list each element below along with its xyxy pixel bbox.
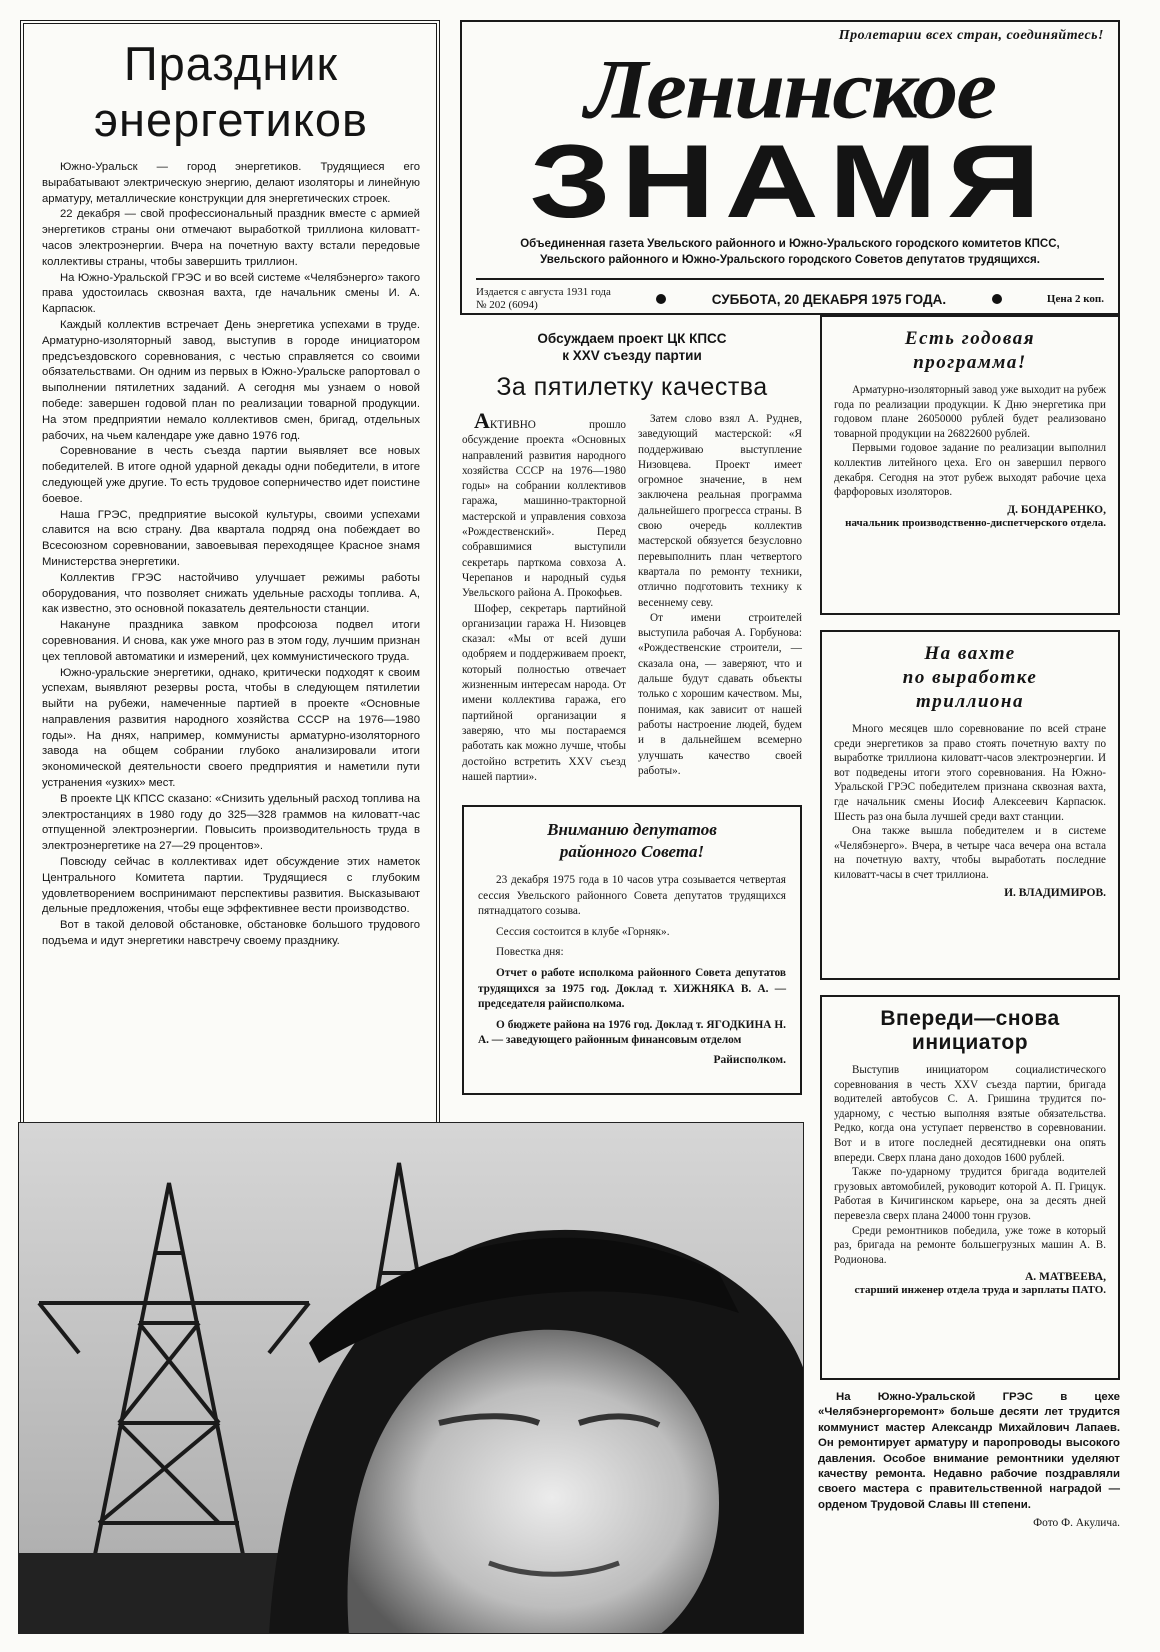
masthead-slogan: Пролетарии всех стран, соединяйтесь!: [838, 28, 1104, 43]
article-initiator: [820, 995, 1120, 1380]
article-paragraph: Повсюду сейчас в коллективах идет обсуждение этих наметок Центрального Комитета партии. Трудящиеся с глубоким удовлетворением воспринимают перспективы развития. Высказывают дельные предложения, чтобы еще эффективнее вести производство.: [42, 856, 420, 916]
newspaper-name-line1: Ленинское: [584, 42, 996, 136]
article-paragraph: 22 декабря — свой профессиональный праздник вместе с армией энергетиков страны они отмечают выработкой триллиона киловатт-часов электроэнергии. Вчера на почетную вахту встали передовые коллективы страны, чтобы завершить триллион.: [42, 208, 420, 268]
article-annual-plan: [820, 315, 1120, 615]
article-title: Впереди—снова инициатор: [880, 1007, 1060, 1054]
article-text: Выступив инициатором социалистического соревнования в честь XXV съезда партии, бригада водителей автобусов С. А. Гришина трудится по-ударному, с честью выполняя взятые обязательства. Редко, когда она уступает первенство в соревновании. Вот и в итоге последней десятидневки она опять впереди. Сверх плана дано доходов 1600 рублей.: [834, 1064, 1106, 1164]
article-text: Также по-ударному трудится бригада водителей грузовых автомобилей, руководит которой А. П. Грицук. Работая в Кичигинском карьере, она за десять дней перевезла сверх плана 24000 тонн грузов.: [834, 1166, 1106, 1222]
issue-number: Издается с августа 1931 года № 202 (6094): [476, 286, 611, 311]
article-paragraph: Каждый коллектив встречает День энергетика успехами в труде. Арматурно-изоляторный завод, выступив в городе инициатором предсъездовского соревнования, с честью справляется со своими обязательствами. Он одним из первых в Южно-Уральске рапортовал о выполнении пятилетних заданий. А сегодня мы узнаем о новой победе: завершен годовой план по реализации товарной продукции. На этом предприятии немало коллективов смен, бригад, отдельных рабочих, на чьем календаре уже давно 1976 год.: [42, 318, 420, 442]
author-name: Д. БОНДАРЕНКО,: [1007, 503, 1106, 516]
notice-title: Вниманию депутатов районного Совета!: [547, 820, 717, 861]
author-name: И. ВЛАДИМИРОВ.: [1004, 886, 1106, 899]
article-text: Много месяцев шло соревнование по всей стране среди энергетиков за право стоять почетную вахту по выработке триллиона киловатт-часов электроэнергии. И вот подведены итоги этого соревнования. На Южно-Уральской ГРЭС победителем признана сквозная вахта, где начальник смены Иосиф Алексеевич Карпасюк. Шесть раз она была лучшей среди вахт станции.: [834, 723, 1106, 823]
article-text: Среди ремонтников победила, уже тоже в который раз, бригада на ремонте большегрузных машин А. В. Родионова.: [834, 1224, 1106, 1266]
worker-photo: [18, 1122, 804, 1634]
article-paragraph: На Южно-Уральской ГРЭС и во всей системе «Челябэнерго» такого права удостоилась сквозная вахта, где начальник смены И. А. Карпасюк.: [42, 271, 420, 316]
article-paragraph: Наша ГРЭС, предприятие высокой культуры, своими успехами славится на всю страну. Два квартала подряд она побеждает во Всесоюзном соревновании, завоевывая переходящее Красное знамя Министерства энергетики.: [42, 508, 420, 568]
article-trillion-watch: [820, 630, 1120, 980]
notice-text: Повестка дня:: [496, 946, 564, 959]
article-paragraph: Южно-Уральск — город энергетиков. Трудящиеся его вырабатывают электрическую энергию, делают изоляторы и линейную арматуру, металлические конструкции для энергетических строек.: [42, 161, 420, 205]
article-paragraph: Вот в такой деловой обстановке, обстановке большого трудового подъема и идут энергетики навстречу своему празднику.: [42, 919, 420, 948]
issue-date: СУББОТА, 20 ДЕКАБРЯ 1975 ГОДА.: [711, 291, 947, 307]
author-name: А. МАТВЕЕВА,: [1024, 1271, 1106, 1284]
article-column: [462, 408, 626, 785]
issue-price: Цена 2 коп.: [1046, 292, 1104, 305]
photo-caption: [818, 1390, 1120, 1635]
article-title: На вахте по выработке триллиона: [902, 643, 1038, 712]
article-kicker: Обсуждаем проект ЦК КПСС к XXV съезду партии: [537, 331, 727, 363]
article-paragraph: Южно-уральские энергетики, однако, критически подходят к своим успехам, выявляют резервы роста, чтобы в следующем пятилетии выйти на рубежи, намеченные партией в проекте «Основные направления развития народного хозяйства СССР на 1976—1980 годы». На днях, например, коммунисты арматурно-изоляторного завода на общем собрании глубоко анализировали итоги экономической деятельности своего предприятия и наметили пути устранения «узких» мест.: [42, 666, 420, 790]
article-paragraph: Шофер, секретарь партийной организации гаража Н. Низовцев сказал: «Мы от всей души одобряем и поддерживаем проект, который полностью отвечает жизненным интересам народа. От имени коллектива гаража, его партийной организации я заверяю, что мы постараемся работать как можно лучше, чтобы достойно встретить XXV съезд нашей партии».: [462, 602, 626, 783]
notice-signature: Райисполком.: [713, 1053, 786, 1066]
article-paragraph: В проекте ЦК КПСС сказано: «Снизить удельный расход топлива на электростанциях в 1980 году до 325—328 граммов на киловатт-час отпущенной электроэнергии. Повысить производительность труда в электроэнергетике на 27—29 процентов».: [42, 792, 420, 853]
article-column: [638, 412, 802, 785]
bullet-icon: [656, 294, 666, 304]
article-paragraph: Накануне праздника завком профсоюза подвел итоги соревнования. И снова, как уже много раз в этом году, лучшим признан цех тепловой автоматики и измерений, цех коммунистического труда.: [42, 619, 420, 663]
article-columns: [462, 408, 802, 785]
issue-info: [476, 286, 1104, 312]
author-position: начальник производственно-диспетчерского отдела.: [845, 516, 1106, 529]
masthead: [460, 20, 1120, 315]
agenda-item: О бюджете района на 1976 год. Доклад т. ЯГОДКИНА Н. А. — заведующего районным финансовым отделом: [478, 1018, 786, 1047]
article-paragraph: От имени строителей выступила рабочая А. Горбунова: «Рождественские строители, — сказала она, — заверяют, что и дальше будут сдавать объекты только с хорошим качеством. Мы, понимая, как зависит от нашей работы настроение людей, будем и в дальнейшем всемерно улучшать качество своей работы».: [638, 611, 802, 777]
masthead-subtitle: Объединенная газета Увельского районного и Южно-Уральского городского комитетов КПСС, Увельского районного и Южно-Уральского городского Советов депутатов трудящихся.: [520, 238, 1060, 266]
article-title: За пятилетку качества: [496, 373, 768, 401]
notice-deputies: [462, 805, 802, 1095]
caption-text: На Южно-Уральской ГРЭС в цехе «Челябэнергоремонт» больше десяти лет трудится коммунист мастер Александр Михайлович Лапаев. Он ремонтирует арматуру и паропроводы высокого давления. Особое внимание ремонтники уделяют качеству ремонта. Недавно рабочие поздравляли своего мастера с правительственной наградой — орденом Трудовой Славы III степени.: [818, 1391, 1120, 1511]
drop-cap: А: [474, 408, 490, 433]
photo-image: [19, 1123, 804, 1634]
article-body: [42, 160, 420, 950]
notice-text: 23 декабря 1975 года в 10 часов утра созывается четвертая сессия Увельского районного Совета депутатов трудящихся пятнадцатого созыва.: [478, 874, 786, 918]
agenda-item: Отчет о работе исполкома районного Совета депутатов трудящихся за 1975 год. Доклад т. ХИЖНЯКА В. А. — председателя райисполкома.: [478, 966, 786, 1011]
article-paragraph: [462, 408, 626, 602]
article-energy-day: [20, 20, 440, 1170]
newspaper-name-line2: ЗНАМЯ: [529, 124, 1051, 240]
article-title: Есть годовая программа!: [904, 328, 1036, 373]
article-text: Она также вышла победителем и в системе «Челябэнерго». Вчера, в четыре часа вечера она встала на почетную вахту, чтобы выработать последние киловатт-часы в счет триллиона.: [834, 825, 1106, 881]
article-paragraph: Соревнование в честь съезда партии выявляет все новых победителей. В итоге одной ударной декады одни победители, в итоге следующей уже другие. То есть трудовое соперничество идет поистине боевое.: [42, 445, 420, 505]
article-title: Праздник энергетиков: [94, 37, 368, 146]
photo-credit: Фото Ф. Акулича.: [1033, 1517, 1120, 1530]
paragraph-text: КТИВНО прошло обсуждение проекта «Основных направлений развития народного хозяйства СССР на 1976—1980 годы» на собрании коллективов гаража, машинно-тракторной мастерской и управления совхоза «Рождественский». Перед собравшимися выступили секретарь парткома совхоза А. Черепанов и народный судья Увельского района А. Прокофьев.: [462, 419, 626, 600]
article-text: Арматурно-изоляторный завод уже выходит на рубеж года по реализации продукции. К Дню энергетика при годовом плане 26050000 рублей будет реализовано товарной продукции на 26822600 рублей.: [834, 384, 1106, 440]
author-position: старший инженер отдела труда и зарплаты ПАТО.: [854, 1284, 1106, 1297]
notice-text: Сессия состоится в клубе «Горняк».: [496, 925, 670, 938]
article-paragraph: Коллектив ГРЭС настойчиво улучшает режимы работы оборудования, что позволяет снижать удельные расходы топлива. А, как известно, это основной показатель деятельности станции.: [42, 571, 420, 616]
bullet-icon: [992, 294, 1002, 304]
article-paragraph: Затем слово взял А. Руднев, заведующий мастерской: «Я поддерживаю выступление Низовцева. Проект имеет огромное значение, в нем заключена реальная программа дальнейшего прогресса страны. В свою очередь коллектив мастерской обязуется безусловно перевыполнить план четвертого квартала по ремонту техники, отлично подготовить технику к весеннему севу.: [638, 413, 802, 609]
article-quality: [462, 330, 802, 800]
article-text: Первыми годовое задание по реализации выполнил коллектив литейного цеха. Его он завершил первого декабря. Сегодня на этот рубеж выходят рабочие цеха фарфоровых изоляторов.: [834, 442, 1106, 499]
divider: [476, 278, 1104, 280]
